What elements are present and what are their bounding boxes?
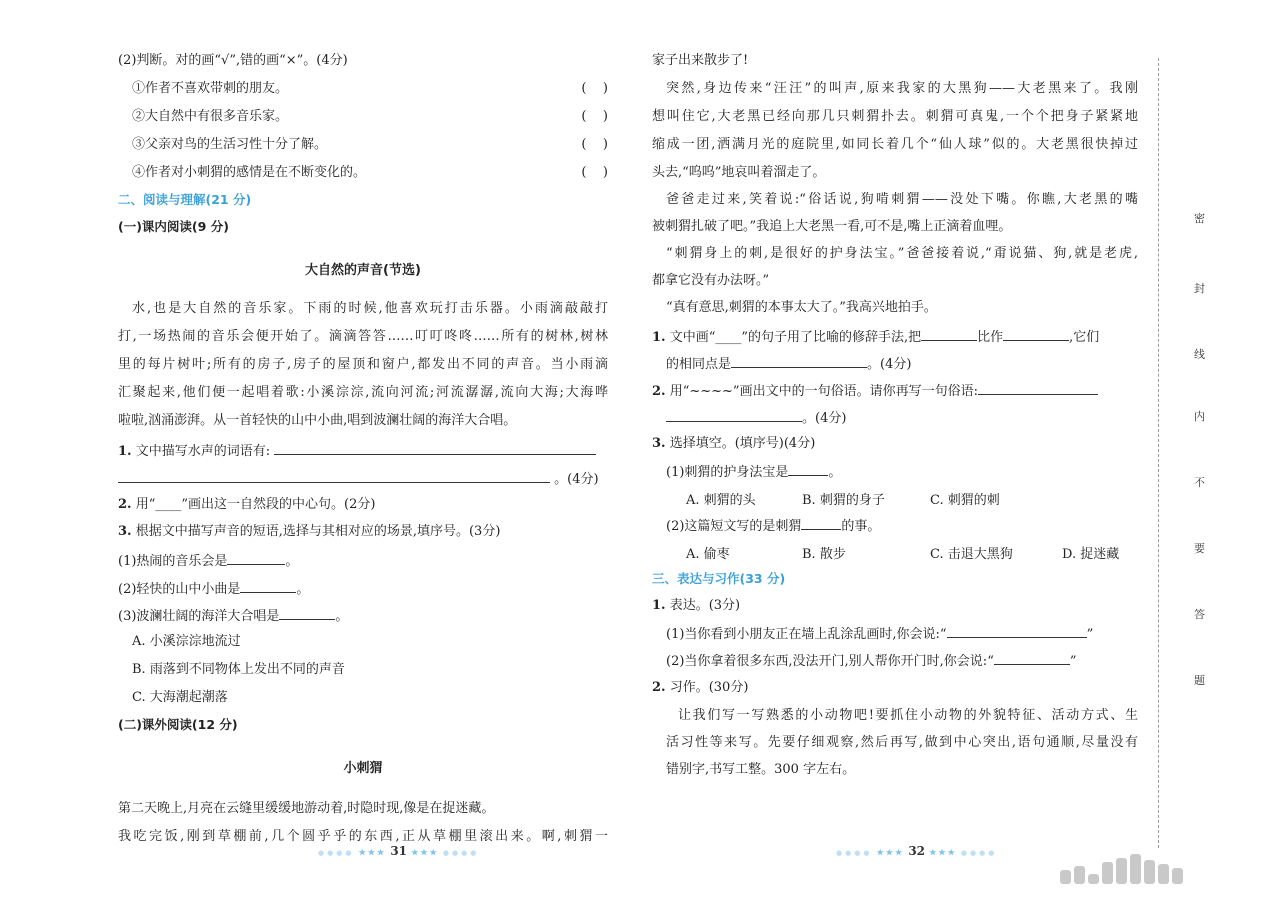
seal-char: 要 [1194,542,1205,555]
section-heading: 二、阅读与理解(21 分) [118,192,252,207]
answer-paren[interactable]: ( ) [581,165,608,180]
question-3-item: (2)轻快的山中小曲是 。 [118,579,309,599]
passage-title: 大自然的声音(节选) [305,263,421,278]
subsection-heading: (一)课内阅读(9 分) [118,219,229,234]
option: A. 偷枣 [686,547,730,562]
passage-line: 啦啦,汹涌澎湃。从一首轻快的山中小曲,唱到波澜壮阔的海洋大合唱。 [118,413,517,428]
watermark-logo [1060,848,1230,884]
seal-char: 内 [1194,410,1205,423]
writing-prompt: 活习性等来写。先要仔细观察,然后再写,做到中心突出,语句通顺,尽量没有 [666,735,1138,750]
judge-item: ③父亲对鸟的生活习性十分了解。 ( ) [132,137,608,152]
answer-paren[interactable]: ( ) [581,137,608,152]
passage-title: 小刺猬 [343,761,383,776]
passage-line: 我吃完饭,刚到草棚前,几个圆乎乎的东西,正从草棚里滚出来。啊,刺猬一 [118,829,608,844]
seal-char: 封 [1194,282,1205,295]
judge-question: (2)判断。对的画“√”,错的画“×”。(4分) [118,53,348,68]
question-1-cont: 的相同点是 。(4分) [666,354,911,374]
passage-line: 爸爸走过来,笑着说:“俗话说,狗啃刺猬——没处下嘴。你瞧,大老黑的嘴 [666,192,1138,207]
question-3-item: (3)波澜壮阔的海洋大合唱是 。 [118,606,348,626]
passage-line: 被刺猬扎破了吧。”我追上大老黑一看,可不是,嘴上正滴着血哩。 [652,219,1012,234]
passage-line: 突然,身边传来“汪汪”的叫声,原来我家的大黑狗——大老黑来了。我刚 [666,81,1138,96]
page-number-left: ●●●● ★★★ 31 ★★★ ●●●● [318,844,480,858]
option: B. 刺猬的身子 [802,493,885,508]
option: D. 捉迷藏 [1062,547,1120,562]
question-1-cont: 。(4分) [118,469,599,489]
passage-line: 想叫住它,大老黑已经向那几只刺猬扑去。刺猬可真鬼,一个个把身子紧紧地 [652,109,1138,124]
answer-blank[interactable] [947,624,1087,638]
answer-blank[interactable] [227,551,285,565]
passage-line: 水,也是大自然的音乐家。下雨的时候,他喜欢玩打击乐器。小雨滴敲敲打 [132,301,608,316]
seal-char: 密 [1194,212,1205,225]
answer-blank[interactable] [978,381,1098,395]
judge-item: ④作者对小刺猬的感情是在不断变化的。 ( ) [132,165,608,180]
question-3: 3. 选择填空。(填序号)(4分) [652,436,816,451]
answer-blank[interactable] [801,516,841,530]
answer-blank[interactable] [1003,327,1069,341]
subsection-heading: (二)课外阅读(12 分) [118,717,238,732]
passage-line: 家子出来散步了! [652,53,749,68]
seal-char: 不 [1194,476,1205,489]
writing-item: (2)当你拿着很多东西,没法开门,别人帮你开门时,你会说:“ ” [666,651,1077,671]
question-2: 2. 用“____”画出这一自然段的中心句。(2分) [118,497,376,512]
answer-blank[interactable] [118,469,550,483]
page-number-right: ●●●● ★★★ 32 ★★★ ●●●● [836,844,998,858]
answer-blank[interactable] [274,441,596,455]
passage-line: “刺猬身上的刺,是很好的护身法宝。”爸爸接着说,“甭说猫、狗,就是老虎, [666,246,1138,261]
writing-prompt: 让我们写一写熟悉的小动物吧!要抓住小动物的外貌特征、活动方式、生 [678,708,1138,723]
option: B. 雨落到不同物体上发出不同的声音 [132,662,345,677]
passage-line: 里的每片树叶;所有的房子,房子的屋顶和窗户,都发出不同的声音。当小雨滴 [118,357,608,372]
writing-question-1: 1. 表达。(3分) [652,598,741,613]
writing-question-2: 2. 习作。(30分) [652,680,749,695]
option: B. 散步 [802,547,846,562]
seal-char: 线 [1194,348,1205,361]
passage-line: 头去,“呜呜”地哀叫着溜走了。 [652,165,826,180]
writing-item: (1)当你看到小朋友正在墙上乱涂乱画时,你会说:“ ” [666,624,1093,644]
option: C. 击退大黑狗 [930,547,1013,562]
passage-line: 第二天晚上,月亮在云缝里缓缓地游动着,时隐时现,像是在捉迷藏。 [118,801,495,816]
passage-line: 缩成一团,洒满月光的庭院里,如同长着几个“仙人球”似的。大老黑很快掉过 [652,137,1138,152]
answer-blank[interactable] [731,354,867,368]
seal-char: 答 [1194,608,1205,621]
answer-blank[interactable] [921,327,977,341]
seal-dashed-line [1158,58,1159,848]
option: C. 大海潮起潮落 [132,690,228,705]
seal-char: 题 [1194,674,1205,687]
passage-line: “真有意思,刺猬的本事太大了。”我高兴地拍手。 [666,300,937,315]
question-3-item: (1)热闹的音乐会是 。 [118,551,298,571]
answer-blank[interactable] [788,462,828,476]
question-3-item: (1)刺猬的护身法宝是 。 [666,462,841,482]
option: C. 刺猬的刺 [930,493,1000,508]
answer-paren[interactable]: ( ) [581,81,608,96]
answer-blank[interactable] [666,408,802,422]
judge-item: ②大自然中有很多音乐家。 ( ) [132,109,608,124]
question-3: 3. 根据文中描写声音的短语,选择与其相对应的场景,填序号。(3分) [118,524,501,539]
question-2-cont: 。(4分) [666,408,846,428]
answer-paren[interactable]: ( ) [581,109,608,124]
question-1: 1. 文中画“____”的句子用了比喻的修辞手法,把 比作 ,它们 [652,327,1099,347]
answer-blank[interactable] [994,651,1070,665]
answer-blank[interactable] [240,579,296,593]
question-3-item: (2)这篇短文写的是刺猬 的事。 [666,516,880,536]
passage-line: 都拿它没有办法呀。” [652,273,770,288]
option: A. 小溪淙淙地流过 [132,634,241,649]
passage-line: 汇聚起来,他们便一起唱着歌:小溪淙淙,流向河流;河流潺潺,流向大海;大海哗 [118,385,608,400]
writing-prompt: 错别字,书写工整。300 字左右。 [666,762,856,777]
judge-item: ①作者不喜欢带刺的朋友。 ( ) [132,81,608,96]
question-1: 1. 文中描写水声的词语有: [118,441,596,461]
section-heading: 三、表达与习作(33 分) [652,571,786,586]
question-2: 2. 用“~~~~”画出文中的一句俗语。请你再写一句俗语: [652,381,1098,401]
option: A. 刺猬的头 [686,493,756,508]
passage-line: 打,一场热闹的音乐会便开始了。滴滴答答……叮叮咚咚……所有的树林,树林 [118,329,608,344]
answer-blank[interactable] [279,606,335,620]
